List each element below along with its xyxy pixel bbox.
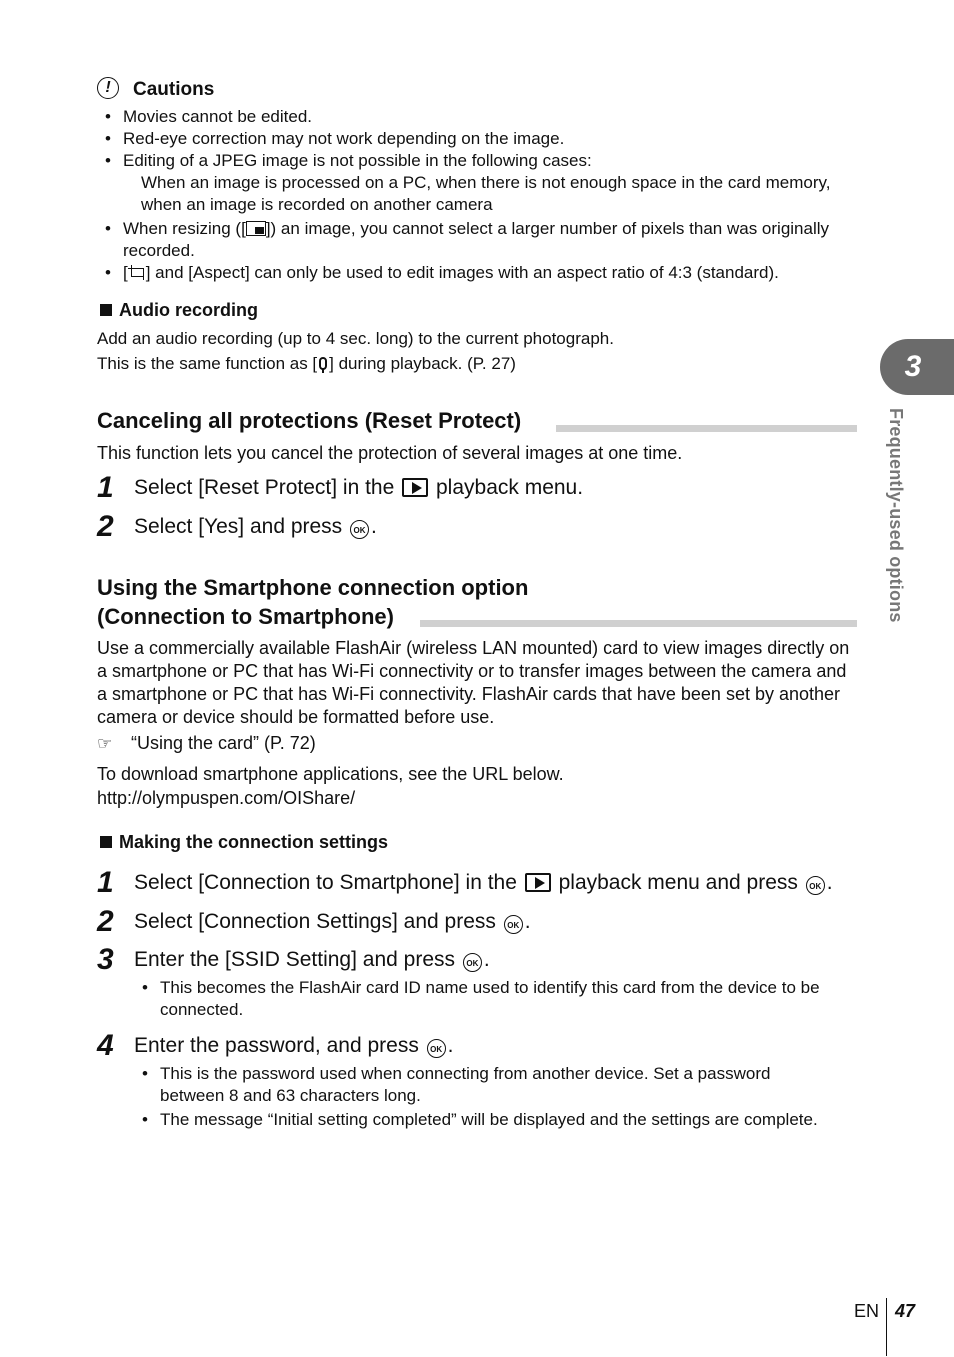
step-number: 1 <box>97 866 114 899</box>
step-text-post: . <box>483 948 490 971</box>
reference-text: “Using the card” (P. 72) <box>131 733 316 753</box>
step-text-pre: Enter the password, and press <box>134 1034 419 1057</box>
audio-line2-pre: This is the same function as [ <box>97 354 318 373</box>
step-text-post: . <box>447 1034 454 1057</box>
crop-icon <box>128 265 146 279</box>
download-line: To download smartphone applications, see the URL below. <box>97 764 564 784</box>
step-text <box>134 1033 454 1059</box>
reset-protect-title: Canceling all protections (Reset Protect) <box>97 408 522 433</box>
reference-hand-icon: ☞ <box>97 734 113 753</box>
chapter-tab <box>880 339 954 395</box>
step3-note: • This becomes the FlashAir card ID name used to identify this card from the device to be connected. <box>134 977 857 1021</box>
ok-button-icon: OK <box>806 876 825 895</box>
ok-button-icon: OK <box>427 1039 446 1058</box>
cautions-list <box>97 106 857 172</box>
connection-step-2 <box>97 907 531 937</box>
playback-icon <box>525 873 551 892</box>
step-text-mid: playback menu and press <box>558 871 798 894</box>
aspect-post: ] and [Aspect] can only be used to edit images with an aspect ratio of 4:3 (standard). <box>145 263 779 282</box>
step-number: 2 <box>97 510 114 543</box>
step4-notes <box>134 1063 824 1131</box>
step-text <box>134 947 490 973</box>
reset-protect-intro: This function lets you cancel the protection of several images at one time. <box>97 443 683 463</box>
connection-step-1 <box>97 868 833 898</box>
step3-notes <box>134 977 857 1021</box>
step-text-post: . <box>371 515 377 538</box>
step-text-pre: Select [Connection to Smartphone] in the <box>134 871 517 894</box>
audio-line2-post: ] during playback. (P. 27) <box>329 354 516 373</box>
caution-item-aspect <box>97 262 857 284</box>
connection-step-3 <box>97 945 490 975</box>
square-bullet-icon <box>100 836 112 848</box>
step-text-pre: Select [Yes] and press <box>134 515 343 538</box>
side-chapter-label: Frequently-used options <box>886 408 906 623</box>
step-number: 4 <box>97 1029 114 1062</box>
section-rule <box>420 620 857 627</box>
step-text-post: playback menu. <box>435 476 584 499</box>
audio-line1: Add an audio recording (up to 4 sec. long) to the current photograph. <box>97 329 614 348</box>
step-number: 1 <box>97 471 114 504</box>
playback-icon <box>402 478 428 497</box>
jpeg-cases: When an image is processed on a PC, when there is not enough space in the card memory, when an image is recorded on another camera <box>141 173 831 214</box>
smartphone-body: Use a commercially available FlashAir (wireless LAN mounted) card to view images directly on a smartphone or PC that has Wi-Fi connectivity or to transfer images between the camera and a smartphone or PC that has Wi-Fi connectivity. FlashAir cards that have been set by another camera or device should be formatted before use. <box>97 638 850 727</box>
connection-heading-text: Making the connection settings <box>119 832 389 852</box>
cautions-title: Cautions <box>133 79 215 100</box>
smartphone-title-line2: (Connection to Smartphone) <box>97 604 394 629</box>
step-text <box>134 909 531 935</box>
step-text-pre: Enter the [SSID Setting] and press <box>134 948 456 971</box>
reset-step-2 <box>97 512 377 542</box>
step-text-pre: Select [Reset Protect] in the <box>134 476 395 499</box>
step4-note: • This is the password used when connecting from another device. Set a password between 8 and 63 characters long. <box>134 1063 824 1107</box>
ok-button-icon: OK <box>350 520 369 539</box>
section-rule <box>556 425 857 432</box>
caution-item: • Red-eye correction may not work depending on the image. <box>97 128 857 150</box>
audio-line2 <box>97 353 857 375</box>
step-number: 3 <box>97 943 114 976</box>
caution-item: • Editing of a JPEG image is not possible in the following cases: <box>97 150 857 172</box>
footer-language: EN <box>854 1301 880 1321</box>
footer-divider <box>886 1298 887 1356</box>
caution-item-resize <box>97 218 857 262</box>
audio-heading-text: Audio recording <box>119 300 258 320</box>
step-text-post: . <box>524 910 531 933</box>
page-number: 47 <box>895 1301 916 1321</box>
cautions-list-2 <box>97 218 857 284</box>
step-text <box>134 870 833 896</box>
step-text <box>134 514 377 540</box>
step4-note: • The message “Initial setting completed” will be displayed and the settings are complete. <box>134 1109 824 1131</box>
microphone-icon <box>319 357 327 370</box>
connection-step-4 <box>97 1031 454 1061</box>
download-url[interactable]: http://olympuspen.com/OIShare/ <box>97 788 356 808</box>
resize-post: ]) an image, you cannot select a larger number of pixels than was originally recorded. <box>123 219 830 260</box>
caution-icon: ! <box>97 77 119 99</box>
audio-heading <box>100 300 258 321</box>
square-bullet-icon <box>100 304 112 316</box>
chapter-number: 3 <box>904 350 922 383</box>
step-text-pre: Select [Connection Settings] and press <box>134 910 496 933</box>
step-text <box>134 475 583 501</box>
step-number: 2 <box>97 905 114 938</box>
resize-pre: When resizing ([ <box>123 219 246 238</box>
connection-heading <box>100 832 388 853</box>
ok-button-icon: OK <box>463 953 482 972</box>
smartphone-ref <box>97 732 857 755</box>
reset-step-1 <box>97 473 583 503</box>
smartphone-title-line1: Using the Smartphone connection option <box>97 575 529 600</box>
aspect-pre: [ <box>123 263 128 282</box>
caution-item: • Movies cannot be edited. <box>97 106 857 128</box>
ok-button-icon: OK <box>504 915 523 934</box>
step-text-post: . <box>826 871 833 894</box>
resize-icon <box>246 221 266 236</box>
